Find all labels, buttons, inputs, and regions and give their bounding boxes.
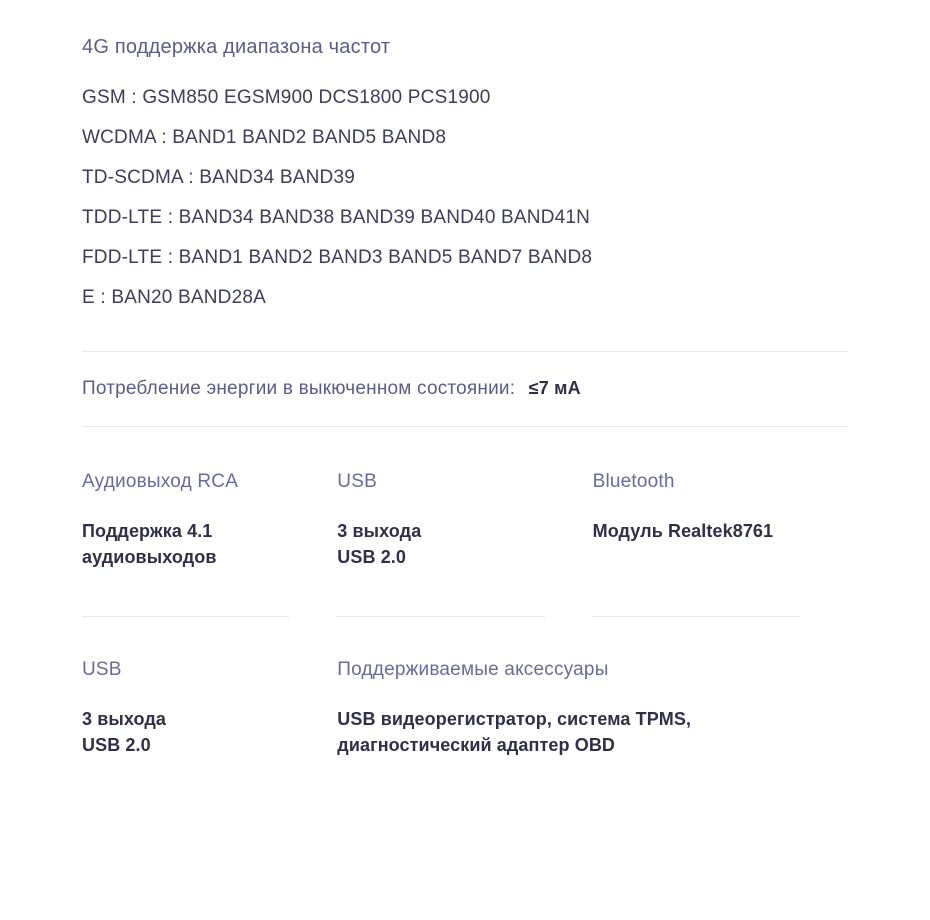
band-row (82, 287, 848, 309)
divider-segment (593, 616, 848, 617)
band-support-section (82, 0, 848, 309)
band-row (82, 127, 848, 149)
band-row (82, 247, 848, 269)
band-row-label: GSM : (82, 87, 137, 108)
band-section-title: 4G поддержка диапазона частот (82, 36, 391, 58)
band-row (82, 87, 848, 109)
feature-cell-usb-2 (82, 659, 337, 758)
band-row-values: BAND34 BAND39 (199, 167, 355, 188)
band-row-label: TDD-LTE : (82, 207, 174, 228)
band-row-values: BAND1 BAND2 BAND3 BAND5 BAND7 BAND8 (178, 247, 593, 268)
feature-cell-bluetooth (593, 471, 848, 570)
feature-body: USB видеорегистратор, система TPMS, диагностический адаптер OBD (337, 709, 692, 755)
feature-body: 3 выхода USB 2.0 (337, 521, 422, 567)
band-row-label: WCDMA : (82, 127, 167, 148)
band-row-values: GSM850 EGSM900 DCS1800 PCS1900 (142, 87, 491, 108)
feature-cell-usb (337, 471, 592, 570)
band-row-values: BAND34 BAND38 BAND39 BAND40 BAND41N (178, 207, 591, 228)
feature-cell-accessories (337, 659, 848, 758)
feature-head: Поддерживаемые аксессуары (337, 659, 609, 681)
power-consumption-value: ≤7 мА (528, 378, 581, 398)
band-row-values: BAN20 BAND28A (111, 287, 267, 308)
feature-body: Модуль Realtek8761 (592, 521, 774, 541)
band-row (82, 167, 848, 189)
feature-row-1 (82, 471, 848, 578)
power-consumption-block (82, 352, 848, 426)
power-consumption-label: Потребление энергии в выкюченном состоянии: (82, 378, 516, 399)
divider-segment (337, 616, 592, 617)
feature-head: USB (337, 471, 377, 492)
feature-row-2 (82, 617, 848, 758)
band-row-label: FDD-LTE : (82, 247, 174, 268)
feature-cell-rca (82, 471, 337, 570)
band-row (82, 207, 848, 229)
band-row-values: BAND1 BAND2 BAND5 BAND8 (172, 127, 447, 148)
feature-head: Аудиовыход RCA (82, 471, 239, 492)
feature-row-dividers (82, 578, 848, 617)
feature-head: USB (82, 659, 122, 681)
feature-body: 3 выхода USB 2.0 (82, 709, 167, 755)
feature-body: Поддержка 4.1 аудиовыходов (82, 521, 217, 567)
divider-segment (82, 616, 337, 617)
band-row-label: E : (82, 287, 106, 308)
power-consumption-line (82, 378, 848, 400)
band-row-label: TD-SCDMA : (82, 167, 194, 188)
feature-head: Bluetooth (592, 471, 675, 492)
